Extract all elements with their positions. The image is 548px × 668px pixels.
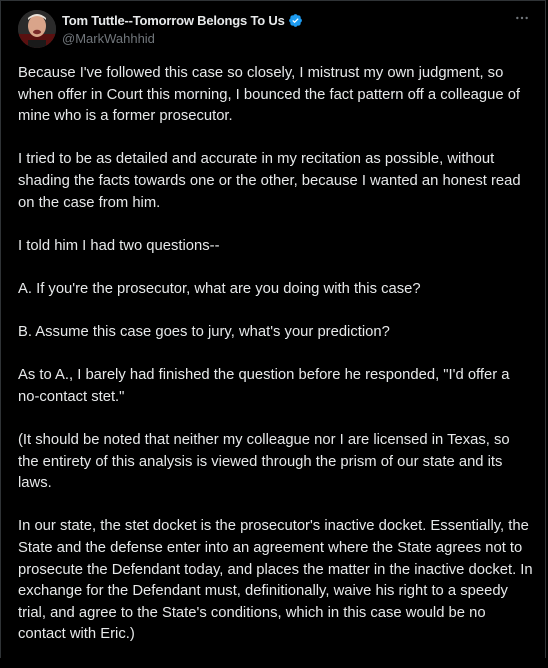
post-paragraph: (It should be noted that neither my colleague nor I are licensed in Texas, so the entirety of this analysis is viewed through the prism of our state and its laws. <box>18 432 510 492</box>
post-paragraph: As to A., I barely had finished the question before he responded, "I'd offer a no-contact stet." <box>18 367 510 405</box>
post-paragraph: B. Assume this case goes to jury, what's your prediction? <box>18 324 390 341</box>
post-header <box>18 9 533 49</box>
person-avatar-icon <box>18 10 56 48</box>
post-paragraph: I tried to be as detailed and accurate in my recitation as possible, without shading the facts towards one or the other, because I wanted an honest read on the case from him. <box>18 151 521 211</box>
author-name-row <box>62 11 493 29</box>
verified-badge-icon <box>288 13 303 28</box>
post-paragraph: In our state, the stet docket is the prosecutor's inactive docket. Essentially, the State and the defense enter into an agreement where the State agrees not to prosecute the Defendant today, and places the matter in the inactive docket. In exchange for the Defendant must, definitionally, waive his right to a speedy trial, and agree to the State's conditions, which in this case would be no contact with Eric.) <box>18 518 533 643</box>
post-body <box>18 63 534 668</box>
author-info <box>62 11 493 47</box>
author-display-name[interactable]: Tom Tuttle--Tomorrow Belongs To Us <box>62 12 285 28</box>
more-horizontal-icon[interactable] <box>513 9 531 27</box>
post-paragraph: A. If you're the prosecutor, what are you doing with this case? <box>18 280 421 297</box>
author-handle[interactable]: @MarkWahhhid <box>62 31 155 46</box>
author-avatar[interactable] <box>18 10 56 48</box>
post-paragraph: I told him I had two questions-- <box>18 237 220 254</box>
post-paragraph: Because I've followed this case so closely, I mistrust my own judgment, so when offer in Court this morning, I bounced the fact pattern off a colleague of mine who is a former prosecutor. <box>18 65 521 125</box>
